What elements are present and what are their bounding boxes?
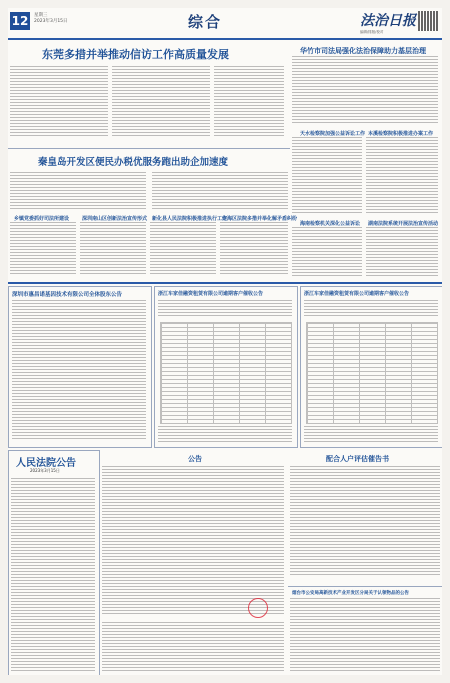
paper-logo: 法治日报 (360, 13, 416, 29)
sub-headline-b: 本溪检察院积极推进办案工作 (368, 131, 434, 137)
editor-line: 编辑/排版/校对 (360, 30, 384, 34)
date-block (34, 13, 68, 25)
sub-headline-d: 深圳南山区创新法治宣传形式 (82, 216, 148, 222)
sub-text-b (366, 137, 438, 215)
second-headline: 秦皇岛开发区便民办税优服务跑出助企加速度 (38, 157, 229, 168)
sub-text-f (150, 222, 216, 276)
date: 2023年3月15日 (34, 19, 68, 24)
lead-text-col3 (214, 66, 284, 138)
court-notice-text (11, 478, 95, 672)
bottom-right-text (290, 598, 440, 672)
notice-right-title: 浙江车家佳融资租赁有限公司逾期客户催收公告 (304, 291, 410, 297)
announce-text-lower (102, 622, 284, 672)
match-title: 配合人户评估催告书 (326, 455, 389, 463)
sub-headline-a: 乡镇党委抓好司法所建设 (14, 216, 70, 222)
lead-text-col2 (112, 66, 210, 138)
court-notice-title: 人民法院公告 (16, 458, 76, 469)
bottom-right-divider (288, 586, 442, 587)
ads-divider (8, 282, 442, 284)
sub-text-c (292, 137, 362, 215)
notice-right-table (306, 322, 438, 424)
lead-text-col1 (10, 66, 108, 138)
lead-headline: 东莞多措并举推动信访工作高质量发展 (42, 48, 229, 61)
divider (8, 148, 290, 149)
seal-stamp (248, 598, 268, 618)
sub-text-d (80, 222, 146, 276)
second-text-col2 (152, 172, 288, 210)
right-headline-1: 华竹市司法局强化法治保障助力基层治理 (300, 47, 426, 55)
announce-text (102, 466, 284, 616)
second-text-col1 (10, 172, 146, 210)
sub-headline-e: 海南检察机关深化公益诉讼 (300, 221, 361, 227)
notice-mid-title: 浙江车家佳融资租赁有限公司逾期客户催收公告 (158, 291, 264, 297)
notice-left-text (12, 300, 146, 440)
sub-headline-c: 天水检察院加强公益诉讼工作 (300, 131, 366, 137)
notice-right-intro (304, 300, 438, 316)
sub-text-e (292, 227, 362, 277)
match-text (290, 466, 440, 576)
court-notice-date: 2023年3月15日 (30, 468, 60, 473)
sub-headline-f: 新化县人民法院积极推进执行工作 (152, 216, 228, 222)
qr-code-icon (418, 11, 438, 31)
notice-left-title: 深圳市惠昌诺基因技术有限公司全体股东公告 (12, 292, 123, 298)
right-text-1 (292, 56, 438, 124)
notice-mid-table (160, 322, 292, 424)
sub-text-h (366, 227, 438, 277)
announce-title: 公告 (188, 455, 202, 463)
weekday: 星期三 (34, 13, 48, 18)
section-title: 综合 (188, 13, 223, 31)
notice-mid-intro (158, 300, 292, 316)
sub-text-g (220, 222, 288, 276)
notice-right-footer (304, 426, 438, 442)
sub-headline-g: 定海区法院多措并举化解矛盾纠纷 (222, 216, 298, 222)
sub-text-a (10, 222, 76, 276)
notice-mid-footer (158, 426, 292, 442)
page-number: 12 (11, 14, 29, 28)
newspaper-page (8, 8, 442, 675)
bottom-right-title: 烟台市公安局高新技术产业开发区分局关于认领物品的公告 (292, 591, 409, 596)
sub-headline-h: 湖南法院系统开展法治宣传活动 (368, 221, 439, 227)
masthead (8, 8, 442, 40)
